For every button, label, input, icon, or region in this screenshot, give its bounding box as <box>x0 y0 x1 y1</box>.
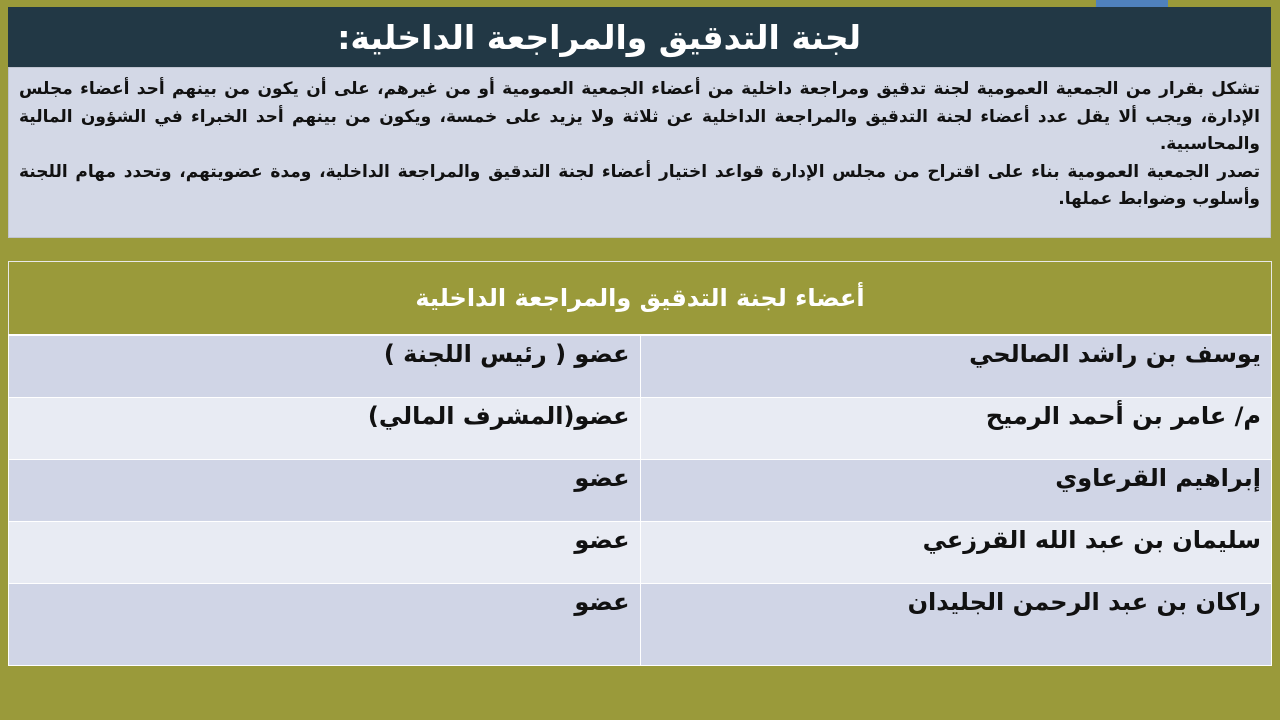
member-role: عضو(المشرف المالي) <box>9 398 641 460</box>
members-table-header-row <box>9 262 1272 336</box>
members-table <box>8 261 1272 666</box>
intro-text-box <box>8 67 1271 238</box>
member-name: سليمان بن عبد الله القرزعي <box>640 522 1272 584</box>
members-table-header: أعضاء لجنة التدقيق والمراجعة الداخلية <box>9 262 1272 336</box>
intro-paragraph-1: تشكل بقرار من الجمعية العمومية لجنة تدقيق ومراجعة داخلية من أعضاء الجمعية العمومية أو من غيرهم، على أن يكون من بينهم أحد أعضاء مجلس الإدارة، ويجب ألا يقل عدد أعضاء لجنة التدقيق والمراجعة الداخلية عن ثلاثة ولا يزيد على خمسة، ويكون من بينهم أحد الخبراء في الشؤون المالية والمحاسبية. <box>19 79 1260 154</box>
table-row <box>9 335 1272 398</box>
member-name: م/ عامر بن أحمد الرميح <box>640 398 1272 460</box>
table-row <box>9 584 1272 666</box>
table-row <box>9 398 1272 460</box>
slide-title: لجنة التدقيق والمراجعة الداخلية: <box>8 7 1271 67</box>
member-role: عضو <box>9 460 641 522</box>
member-role: عضو <box>9 584 641 666</box>
table-row <box>9 460 1272 522</box>
member-role: عضو ( رئيس اللجنة ) <box>9 335 641 398</box>
intro-paragraph-2: تصدر الجمعية العمومية بناء على اقتراح من مجلس الإدارة قواعد اختيار أعضاء لجنة التدقيق والمراجعة الداخلية، ومدة عضويتهم، وتحدد مهام اللجنة وأسلوب وضوابط عملها. <box>19 161 1260 209</box>
member-name: يوسف بن راشد الصالحي <box>640 335 1272 398</box>
table-row <box>9 522 1272 584</box>
member-name: راكان بن عبد الرحمن الجليدان <box>640 584 1272 666</box>
member-name: إبراهيم القرعاوي <box>640 460 1272 522</box>
member-role: عضو <box>9 522 641 584</box>
top-accent-tab <box>1096 0 1168 7</box>
